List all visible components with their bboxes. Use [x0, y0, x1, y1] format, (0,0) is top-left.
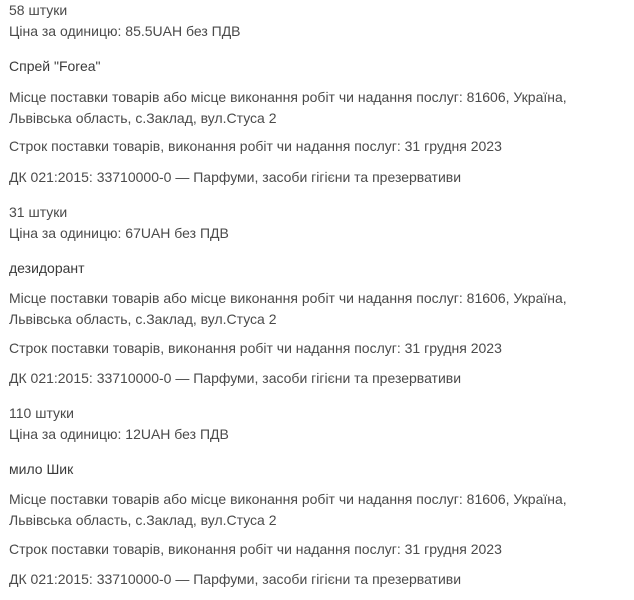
- item-1-place-line1: Місце поставки товарів або місце виконання робіт чи надання послуг: 81606, Україна,: [9, 89, 567, 105]
- item-2-quantity: 110 штуки: [9, 405, 74, 421]
- item-1-place-line2: Львівська область, с.Заклад, вул.Стуса 2: [9, 110, 277, 126]
- item-3-delivery-place: [9, 489, 624, 531]
- item-2-unit-price: Ціна за одиницю: 12UAH без ПДВ: [9, 426, 229, 442]
- item-2-name: дезидорант: [9, 260, 85, 276]
- item-3-dk-block: [9, 569, 624, 590]
- item-1-dk-code: ДК 021:2015: 33710000-0 — Парфуми, засоби гігієни та презервативи: [9, 169, 462, 185]
- item-0-summary: [9, 0, 624, 42]
- item-2-summary: [9, 403, 624, 445]
- item-3-term-block: [9, 539, 624, 560]
- item-3-name-block: [9, 459, 624, 480]
- item-2-delivery-place: [9, 288, 624, 330]
- item-2-term-block: [9, 338, 624, 359]
- item-1-unit-price: Ціна за одиницю: 67UAH без ПДВ: [9, 225, 229, 241]
- item-1-term-block: [9, 136, 624, 157]
- item-2-place-line1: Місце поставки товарів або місце виконання робіт чи надання послуг: 81606, Україна,: [9, 290, 567, 306]
- item-3-term: Строк поставки товарів, виконання робіт чи надання послуг: 31 грудня 2023: [9, 541, 502, 557]
- item-1-quantity: 31 штуки: [9, 204, 68, 220]
- item-2-place-line2: Львівська область, с.Заклад, вул.Стуса 2: [9, 311, 277, 327]
- item-2-dk-block: [9, 368, 624, 389]
- item-1-delivery-place: [9, 87, 624, 129]
- item-3-name: мило Шик: [9, 461, 74, 477]
- item-3-place-line1: Місце поставки товарів або місце виконання робіт чи надання послуг: 81606, Україна,: [9, 491, 567, 507]
- item-1-term: Строк поставки товарів, виконання робіт чи надання послуг: 31 грудня 2023: [9, 138, 502, 154]
- item-3-dk-code: ДК 021:2015: 33710000-0 — Парфуми, засоби гігієни та презервативи: [9, 571, 462, 587]
- item-2-term: Строк поставки товарів, виконання робіт чи надання послуг: 31 грудня 2023: [9, 340, 502, 356]
- item-3-place-line2: Львівська область, с.Заклад, вул.Стуса 2: [9, 512, 277, 528]
- item-1-name-block: [9, 56, 624, 77]
- item-0-unit-price: Ціна за одиницю: 85.5UAH без ПДВ: [9, 23, 241, 39]
- item-2-dk-code: ДК 021:2015: 33710000-0 — Парфуми, засоби гігієни та презервативи: [9, 370, 462, 386]
- item-1-name: Спрей "Forea": [9, 58, 101, 74]
- item-0-quantity: 58 штуки: [9, 2, 68, 18]
- item-2-name-block: [9, 258, 624, 279]
- item-1-dk-block: [9, 167, 624, 188]
- item-1-summary: [9, 202, 624, 244]
